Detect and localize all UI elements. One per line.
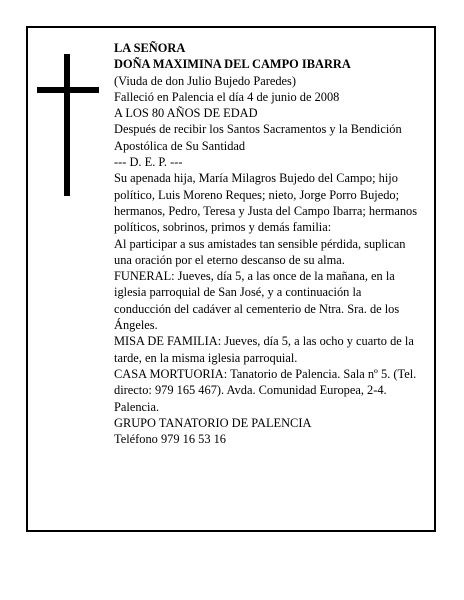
deceased-title: LA SEÑORA (114, 41, 186, 55)
obituary-text (114, 40, 420, 447)
family-paragraph: Su apenada hija, María Milagros Bujedo del Campo; hijo político, Luis Moreno Reques; nieto, Jorge Porro Bujedo; hermanos, Pedro, Teresa y Justa del Campo Ibarra; hermanos políticos, sobrinos, primos y demás familia: (114, 171, 418, 235)
age-line: A LOS 80 AÑOS DE EDAD (114, 106, 258, 121)
latin-cross-icon (37, 54, 99, 196)
prayer-request-paragraph: Al participar a sus amistades tan sensible pérdida, suplican una oración por el eterno descanso de su alma. (114, 236, 406, 267)
phone-line: Teléfono 979 16 53 16 (114, 432, 227, 447)
sacraments-paragraph: Después de recibir los Santos Sacramentos y la Bendición Apostólica de Su Santidad (114, 122, 402, 153)
death-date-line: Falleció en Palencia el día 4 de junio de 2008 (114, 89, 340, 104)
mortuary-paragraph: CASA MORTUORIA: Tanatorio de Palencia. Sala nº 5. (Tel. directo: 979 165 467). Avda. Comunidad Europea, 2-4. Palencia. (114, 366, 417, 414)
cross-horizontal-bar (37, 87, 99, 93)
family-mass-paragraph: MISA DE FAMILIA: Jueves, día 5, a las ocho y cuarto de la tarde, en la misma iglesia parroquial. (114, 334, 414, 365)
funeral-company: GRUPO TANATORIO DE PALENCIA (114, 415, 312, 430)
rip-line: --- D. E. P. --- (114, 155, 183, 170)
widow-of-line: (Viuda de don Julio Bujedo Paredes) (114, 73, 296, 88)
funeral-paragraph: FUNERAL: Jueves, día 5, a las once de la mañana, en la iglesia parroquial de San José, y a continuación la conducción del cadáver al cementerio de Ntra. Sra. de los Ángeles. (114, 269, 400, 333)
cross-vertical-bar (64, 54, 70, 196)
deceased-name: DOÑA MAXIMINA DEL CAMPO IBARRA (114, 57, 351, 72)
